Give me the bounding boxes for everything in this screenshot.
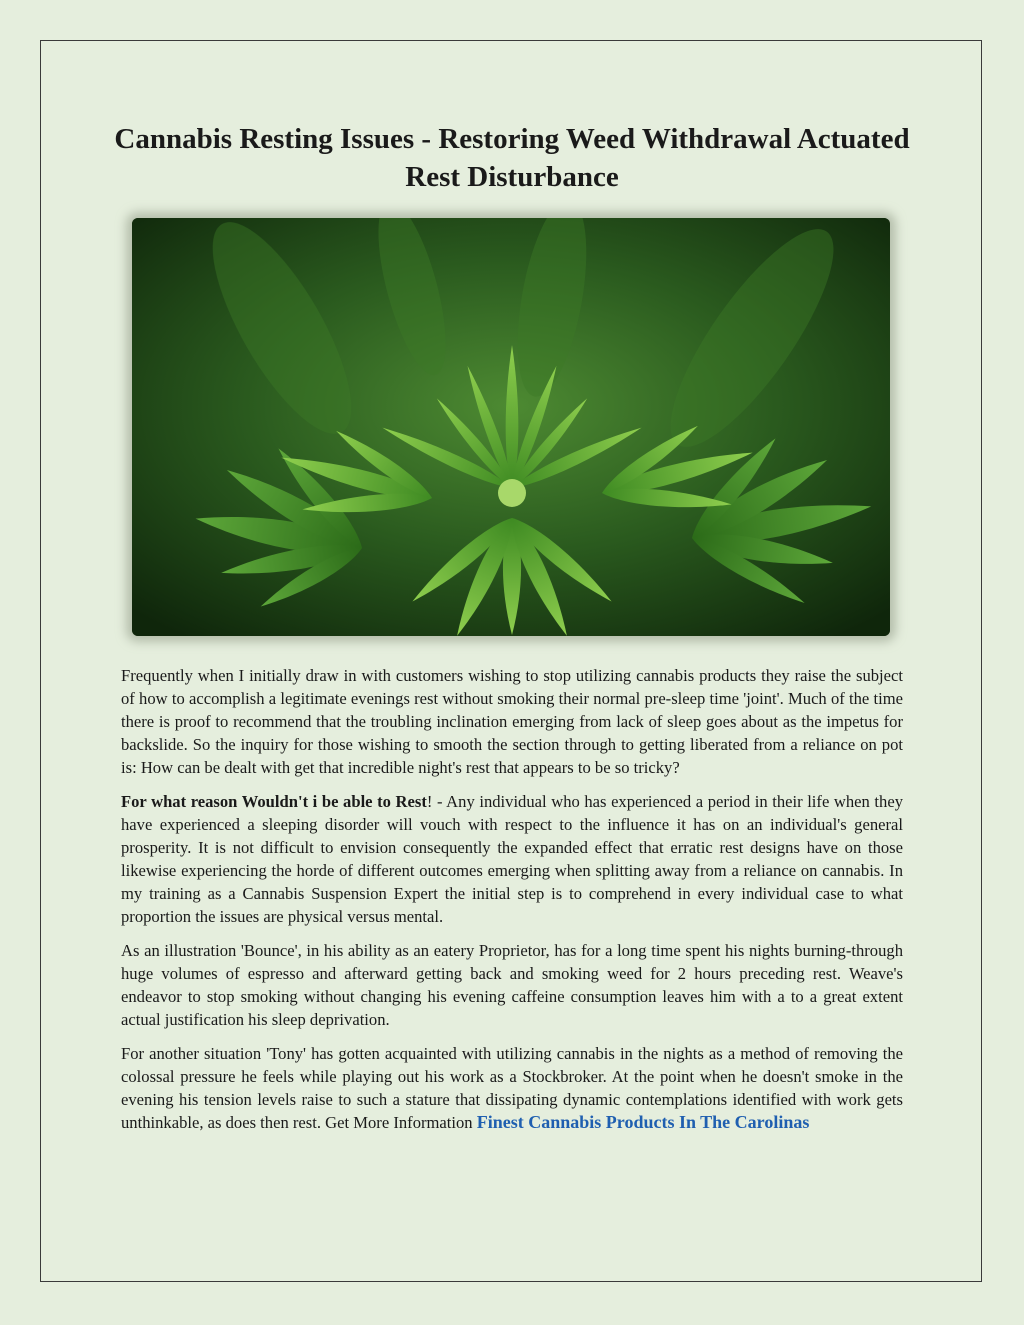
paragraph-4 — [121, 1042, 903, 1134]
paragraph-2-text: ! - Any individual who has experienced a period in their life when they have experienced a sleeping disorder will vouch with respect to the influence it has on an individual's general prosperity. It is not difficult to envision consequently the expanded effect that erratic rest designs have on those likewise experiencing the horde of different outcomes emerging when splitting away from a reliance on cannabis. In my training as a Cannabis Suspension Expert the initial step is to comprehend in every individual case to what proportion the issues are physical versus mental. — [121, 792, 903, 926]
paragraph-4-text: For another situation 'Tony' has gotten acquainted with utilizing cannabis in the nights as a method of removing the colossal pressure he feels while playing out his work as a Stockbroker. At the point when he doesn't smoke in the evening his tension levels raise to such a stature that dissipating dynamic contemplations identified with work gets unthinkable, as does then rest. Get More Information — [121, 1044, 903, 1132]
article-body — [121, 664, 903, 1145]
finest-cannabis-link[interactable]: Finest Cannabis Products In The Carolinas — [476, 1112, 810, 1132]
page-title: Cannabis Resting Issues - Restoring Weed Withdrawal Actuated Rest Disturbance — [114, 123, 910, 193]
cannabis-plant-image — [132, 218, 890, 636]
cannabis-leaf-photo-icon — [132, 218, 890, 636]
paragraph-3: As an illustration 'Bounce', in his ability as an eatery Proprietor, has for a long time spent his nights burning-through huge volumes of espresso and afterward getting back and smoking weed for 2 hours preceding rest. Weave's endeavor to stop smoking without changing his evening caffeine consumption leaves him with a to a great extent actual justification his sleep deprivation. — [121, 941, 903, 1029]
paragraph-2-heading: For what reason Wouldn't i be able to Rest — [121, 792, 427, 811]
paragraph-1: Frequently when I initially draw in with customers wishing to stop utilizing cannabis products they raise the subject of how to accomplish a legitimate evenings rest without smoking their normal pre-sleep time 'joint'. Much of the time there is proof to recommend that the troubling inclination emerging from lack of sleep goes about as the impetus for backslide. So the inquiry for those wishing to smooth the section through to getting liberated from a reliance on pot is: How can be dealt with get that incredible night's rest that appears to be so tricky? — [121, 666, 903, 777]
paragraph-2 — [121, 790, 903, 928]
